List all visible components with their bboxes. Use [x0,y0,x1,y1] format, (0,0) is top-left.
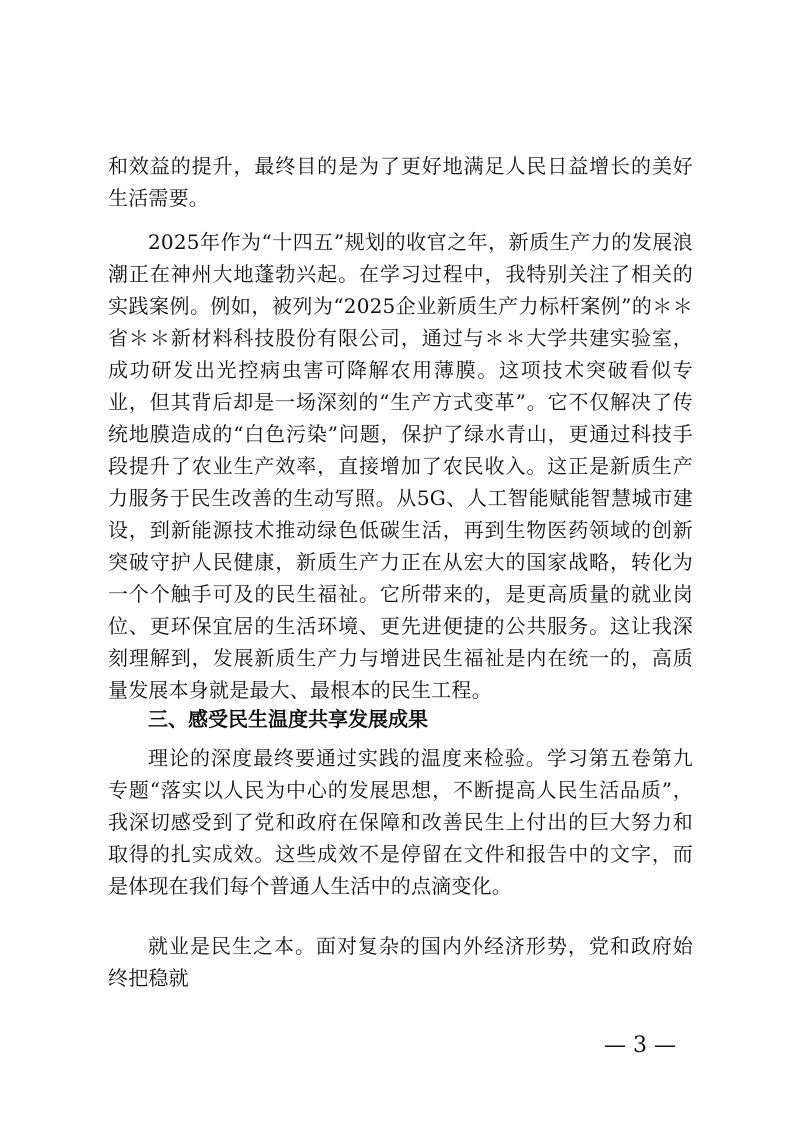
section-heading: 三、感受民生温度共享发展成果 [148,707,428,731]
page-number: — 3 — [604,1033,676,1058]
paragraph-continuation: 和效益的提升，最终目的是为了更好地满足人民日益增长的美好生活需要。 [108,154,693,210]
paragraph-employment: 就业是民生之本。面对复杂的国内外经济形势，党和政府始终把稳就 [108,934,693,990]
paragraph-practice-warmth: 理论的深度最终要通过实践的温度来检验。学习第五卷第九专题“落实以人民为中心的发展思想，不断提高人民生活品质”，我深切感受到了党和政府在保障和改善民生上付出的巨大努力和取得的扎实成效。这些成效不是停留在文件和报告中的文字，而是体现在我们每个普通人生活中的点滴变化。 [108,746,693,898]
paragraph-new-productivity-cases: 2025年作为“十四五”规划的收官之年，新质生产力的发展浪潮正在神州大地蓬勃兴起。在学习过程中，我特别关注了相关的实践案例。例如，被列为“2025企业新质生产力标杆案例”的＊＊省＊＊新材料科技股份有限公司，通过与＊＊大学共建实验室，成功研发出光控病虫害可降解农用薄膜。这项技术突破看似专业，但其背后却是一场深刻的“生产方式变革”。它不仅解决了传统地膜造成的“白色污染”问题，保护了绿水青山，更通过科技手段提升了农业生产效率，直接增加了农民收入。这正是新质生产力服务于民生改善的生动写照。从5G、人工智能赋能智慧城市建设，到新能源技术推动绿色低碳生活，再到生物医药领域的创新突破守护人民健康，新质生产力正在从宏大的国家战略，转化为一个个触手可及的民生福祉。它所带来的，是更高质量的就业岗位、更环保宜居的生活环境、更先进便捷的公共服务。这让我深刻理解到，发展新质生产力与增进民生福祉是内在统一的，高质量发展本身就是最大、最根本的民生工程。 [108,230,693,702]
